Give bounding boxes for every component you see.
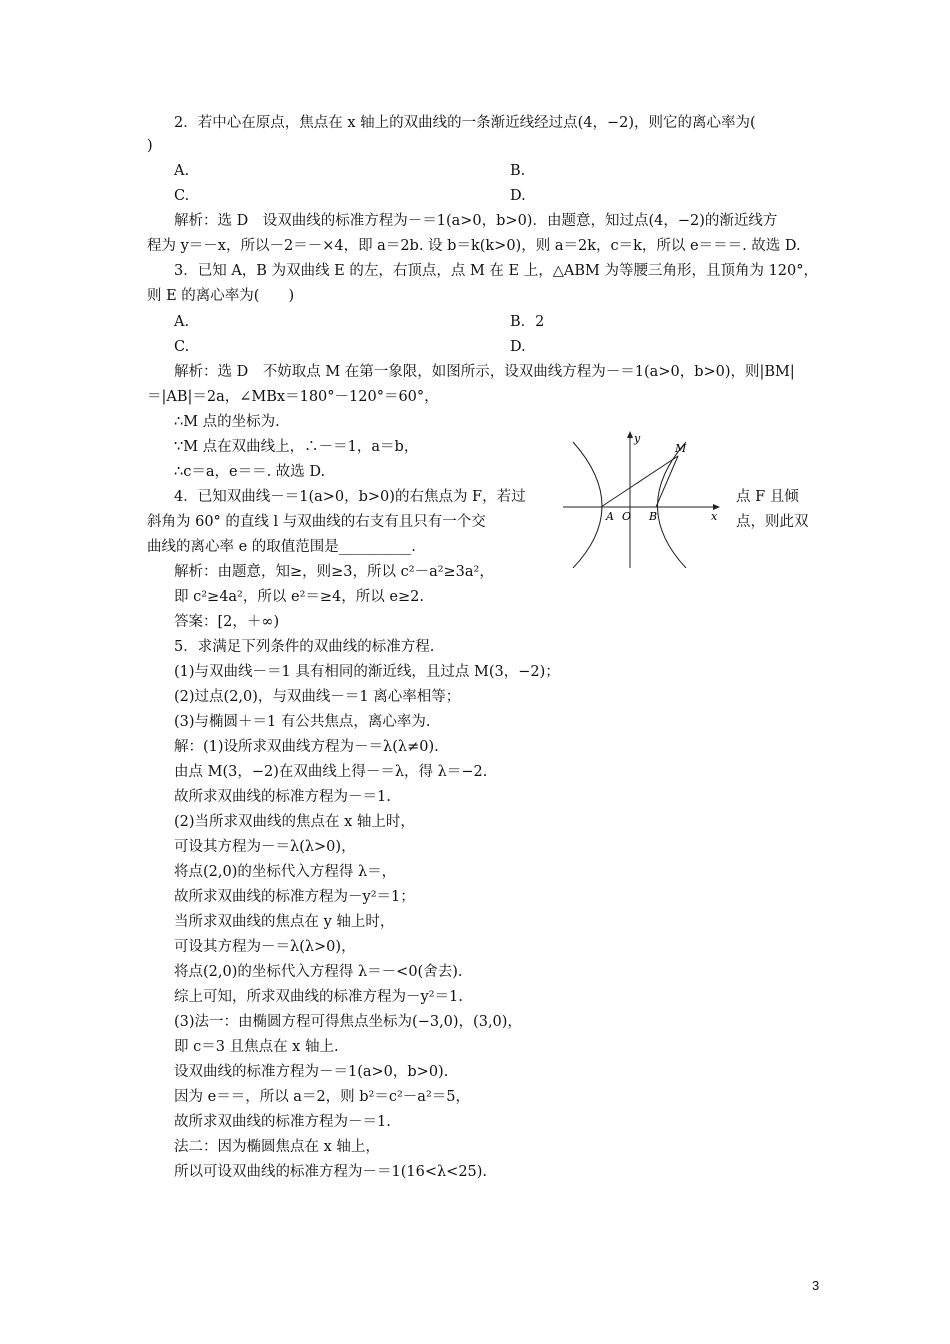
text-line: 解：(1)设所求双曲线方程为－＝λ(λ≠0). <box>174 739 439 755</box>
text-line: 4．已知双曲线－＝1(a>0，b>0)的右焦点为 F，若过 <box>174 489 526 505</box>
text-line: ∵M 点在双曲线上，∴－＝1，a＝b， <box>174 439 419 455</box>
text-line: B. <box>510 163 526 179</box>
text-line: (3)与椭圆＋＝1 有公共焦点，离心率为. <box>174 714 431 730</box>
text-line: 所以可设双曲线的标准方程为－＝1(16<λ<25). <box>174 1164 488 1180</box>
text-line: (1)与双曲线－＝1 具有相同的渐近线，且过点 M(3，−2)； <box>174 664 560 680</box>
text-line: 可设其方程为－＝λ(λ>0)， <box>174 939 356 955</box>
text-line: 解析：选 D 设双曲线的标准方程为－＝1(a>0，b>0)．由题意，知过点(4，−2)的渐近线方 <box>174 213 778 229</box>
right-branch <box>658 442 687 568</box>
label-a: A <box>606 510 614 523</box>
text-line: 故所求双曲线的标准方程为－＝1. <box>174 789 391 805</box>
text-line: (3)法一：由椭圆方程可得焦点坐标为(−3,0)，(3,0)， <box>174 1014 522 1030</box>
text-line: D. <box>510 339 526 355</box>
text-line: (2)当所求双曲线的焦点在 x 轴上时， <box>174 814 415 830</box>
text-line: 将点(2,0)的坐标代入方程得 λ＝－<0(舍去). <box>174 964 463 980</box>
text-line: 曲线的离心率 e 的取值范围是__________. <box>147 539 416 555</box>
hyperbola-diagram <box>563 428 733 568</box>
text-line: ) <box>147 138 153 154</box>
text-line: 点 F 且倾 <box>736 489 799 505</box>
text-line: 即 c²≥4a²，所以 e²＝≥4，所以 e≥2. <box>174 589 424 605</box>
text-line: 当所求双曲线的焦点在 y 轴上时， <box>174 914 395 930</box>
left-branch <box>573 442 602 568</box>
text-line: (2)过点(2,0)，与双曲线－＝1 离心率相等； <box>174 689 461 705</box>
text-line: C. <box>174 339 190 355</box>
text-line: 设双曲线的标准方程为－＝1(a>0，b>0). <box>174 1064 449 1080</box>
text-line: ∴c＝a，e＝＝. 故选 D. <box>174 464 326 480</box>
text-line: 斜角为 60° 的直线 l 与双曲线的右支有且只有一个交 <box>147 514 486 530</box>
text-line: C. <box>174 188 190 204</box>
label-m: M <box>675 442 687 455</box>
text-line: 3．已知 A，B 为双曲线 E 的左，右顶点，点 M 在 E 上，△ABM 为等腰三角形，且顶角为 120°， <box>174 263 819 279</box>
text-line: D. <box>510 188 526 204</box>
text-line: A. <box>174 314 190 330</box>
text-line: A. <box>174 163 190 179</box>
text-line: 可设其方程为－＝λ(λ>0)， <box>174 839 356 855</box>
page-number: 3 <box>812 1278 820 1293</box>
text-line: 程为 y＝－x，所以－2＝－×4，即 a＝2b. 设 b＝k(k>0)，则 a＝2k，c＝k，所以 e＝＝＝. 故选 D. <box>147 238 801 254</box>
text-line: ＝|AB|＝2a，∠MBx＝180°－120°＝60°， <box>147 389 439 405</box>
text-line: 解析：选 D 不妨取点 M 在第一象限，如图所示，设双曲线方程为－＝1(a>0，b>0)，则|BM| <box>174 364 795 380</box>
label-x: x <box>711 510 718 523</box>
text-line: 答案：[2，＋∞) <box>174 614 280 630</box>
text-line: 则 E 的离心率为( ) <box>147 288 295 304</box>
text-line: 因为 e＝＝，所以 a＝2，则 b²＝c²－a²＝5， <box>174 1089 470 1105</box>
text-line: 故所求双曲线的标准方程为－＝1. <box>174 1114 391 1130</box>
text-line: 综上可知，所求双曲线的标准方程为－y²＝1. <box>174 989 463 1005</box>
text-line: 解析：由题意，知≥，则≥3，所以 c²－a²≥3a²， <box>174 564 494 580</box>
text-line: 由点 M(3，−2)在双曲线上得－＝λ，得 λ＝−2. <box>174 764 488 780</box>
label-b: B <box>649 510 658 523</box>
text-line: 2．若中心在原点，焦点在 x 轴上的双曲线的一条渐近线经过点(4，−2)，则它的离心率为( <box>174 115 756 131</box>
text-line: 将点(2,0)的坐标代入方程得 λ＝， <box>174 864 397 880</box>
text-line: 故所求双曲线的标准方程为－y²＝1； <box>174 889 415 905</box>
text-line: 法二：因为椭圆焦点在 x 轴上， <box>174 1139 380 1155</box>
text-line: 点，则此双 <box>736 514 809 530</box>
segment-am <box>601 456 678 507</box>
y-axis-arrow <box>627 431 633 438</box>
text-line: 即 c＝3 且焦点在 x 轴上. <box>174 1039 339 1055</box>
label-o: O <box>622 510 632 523</box>
text-line: 5．求满足下列条件的双曲线的标准方程. <box>174 639 435 655</box>
label-y: y <box>634 432 641 445</box>
text-line: ∴M 点的坐标为. <box>174 414 280 430</box>
text-line: B．2 <box>510 314 545 330</box>
